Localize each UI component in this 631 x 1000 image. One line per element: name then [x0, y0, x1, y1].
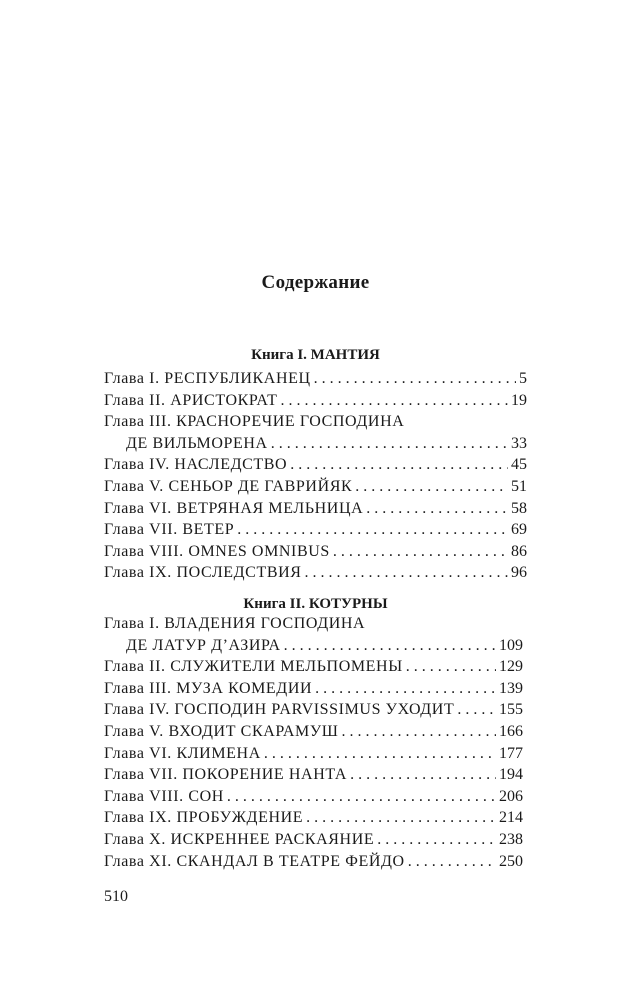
toc-entry[interactable]	[104, 831, 523, 853]
toc-entry[interactable]	[104, 680, 523, 702]
dot-leader	[406, 658, 496, 676]
toc-entry[interactable]	[104, 788, 523, 810]
chapter-title: Глава III. МУЗА КОМЕДИИ	[104, 679, 313, 697]
page-ref: 109	[499, 636, 523, 654]
dot-leader	[290, 456, 508, 474]
chapter-title: Глава III. КРАСНОРЕЧИЕ ГОСПОДИНА	[104, 413, 405, 431]
toc-entry[interactable]	[104, 564, 527, 586]
toc-entry[interactable]	[104, 809, 523, 831]
chapter-title: Глава VIII. СОН	[104, 787, 224, 805]
dot-leader	[366, 500, 508, 518]
chapter-title: Глава IV. ГОСПОДИН PARVISSIMUS УХОДИТ	[104, 701, 455, 719]
chapter-title: Глава II. СЛУЖИТЕЛИ МЕЛЬПОМЕНЫ	[104, 658, 403, 676]
toc-list	[104, 370, 527, 586]
toc-entry[interactable]	[104, 658, 523, 680]
toc-list	[104, 615, 523, 874]
page-ref: 177	[499, 744, 523, 762]
dot-leader	[280, 392, 508, 410]
chapter-title: Глава X. ИСКРЕННЕЕ РАСКАЯНИЕ	[104, 830, 375, 848]
page-ref: 5	[519, 370, 527, 387]
page-number: 510	[104, 888, 128, 905]
chapter-title: Глава VIII. OMNES OMNIBUS	[104, 542, 330, 560]
dot-leader	[237, 521, 508, 539]
chapter-title: Глава II. АРИСТОКРАТ	[104, 391, 278, 409]
page-ref: 19	[511, 391, 527, 409]
chapter-title: Глава VI. КЛИМЕНА	[104, 744, 261, 762]
chapter-title: Глава IV. НАСЛЕДСТВО	[104, 456, 288, 474]
toc-entry-line	[104, 637, 523, 659]
page-ref: 86	[511, 542, 527, 560]
toc-entry[interactable]	[104, 853, 523, 875]
page-ref: 206	[499, 787, 523, 805]
page-ref: 166	[499, 722, 523, 740]
dot-leader	[355, 478, 508, 496]
book-heading: Книга II. КОТУРНЫ	[243, 596, 388, 612]
dot-leader	[457, 701, 496, 719]
chapter-title: Глава V. СЕНЬОР ДЕ ГАВРИЙЯК	[104, 477, 353, 495]
toc-entry[interactable]	[104, 370, 527, 392]
toc-entry[interactable]	[104, 766, 523, 788]
page-ref: 51	[511, 477, 527, 495]
toc-entry[interactable]	[104, 478, 527, 500]
toc-entry[interactable]	[104, 500, 527, 522]
chapter-title: Глава I. РЕСПУБЛИКАНЕЦ	[104, 370, 311, 387]
page-ref: 238	[499, 830, 523, 848]
toc-entry[interactable]	[104, 456, 527, 478]
dot-leader	[284, 637, 496, 655]
page-ref: 194	[499, 766, 523, 784]
chapter-title: Глава VII. ПОКОРЕНИЕ НАНТА	[104, 766, 348, 784]
page-ref: 129	[499, 658, 523, 676]
dot-leader	[264, 745, 496, 763]
dot-leader	[333, 543, 508, 561]
dot-leader	[408, 853, 496, 871]
page-ref: 33	[511, 434, 527, 452]
page-ref: 250	[499, 852, 523, 870]
chapter-title: Глава V. ВХОДИТ СКАРАМУШ	[104, 722, 339, 740]
chapter-title-continued: ДЕ ВИЛЬМОРЕНА	[126, 434, 268, 452]
dot-leader	[315, 680, 496, 698]
chapter-title: Глава IX. ПОСЛЕДСТВИЯ	[104, 564, 302, 582]
page-title: Содержание	[261, 272, 370, 293]
chapter-title: Глава VI. ВЕТРЯНАЯ МЕЛЬНИЦА	[104, 499, 364, 517]
dot-leader	[227, 788, 496, 806]
chapter-title-continued: ДЕ ЛАТУР Д’АЗИРА	[126, 636, 281, 654]
toc-entry[interactable]	[104, 543, 527, 565]
page-ref: 214	[499, 809, 523, 827]
page-ref: 155	[499, 701, 523, 719]
chapter-title: Глава XI. СКАНДАЛ В ТЕАТРЕ ФЕЙДО	[104, 852, 405, 870]
dot-leader	[342, 723, 497, 741]
chapter-title: Глава I. ВЛАДЕНИЯ ГОСПОДИНА	[104, 615, 366, 632]
dot-leader	[314, 370, 516, 388]
page-ref: 69	[511, 521, 527, 539]
toc-entry[interactable]	[104, 745, 523, 767]
toc-entry-line	[104, 615, 523, 637]
toc-entry-line	[104, 435, 527, 457]
chapter-title: Глава IX. ПРОБУЖДЕНИЕ	[104, 809, 304, 827]
page-ref: 96	[511, 564, 527, 582]
toc-entry[interactable]	[104, 723, 523, 745]
dot-leader	[350, 766, 496, 784]
toc-entry[interactable]	[104, 701, 523, 723]
toc-entry-line	[104, 413, 527, 435]
toc-entry[interactable]	[104, 392, 527, 414]
dot-leader	[271, 435, 508, 453]
dot-leader	[306, 809, 496, 827]
book-heading: Книга I. МАНТИЯ	[251, 347, 380, 363]
dot-leader	[305, 564, 508, 582]
toc-entry-multiline[interactable]	[104, 413, 527, 456]
chapter-title: Глава VII. ВЕТЕР	[104, 521, 235, 539]
toc-entry[interactable]	[104, 521, 527, 543]
toc-entry-multiline[interactable]	[104, 615, 523, 658]
page-ref: 58	[511, 499, 527, 517]
page-ref: 139	[499, 679, 523, 697]
dot-leader	[377, 831, 496, 849]
page-ref: 45	[511, 456, 527, 474]
